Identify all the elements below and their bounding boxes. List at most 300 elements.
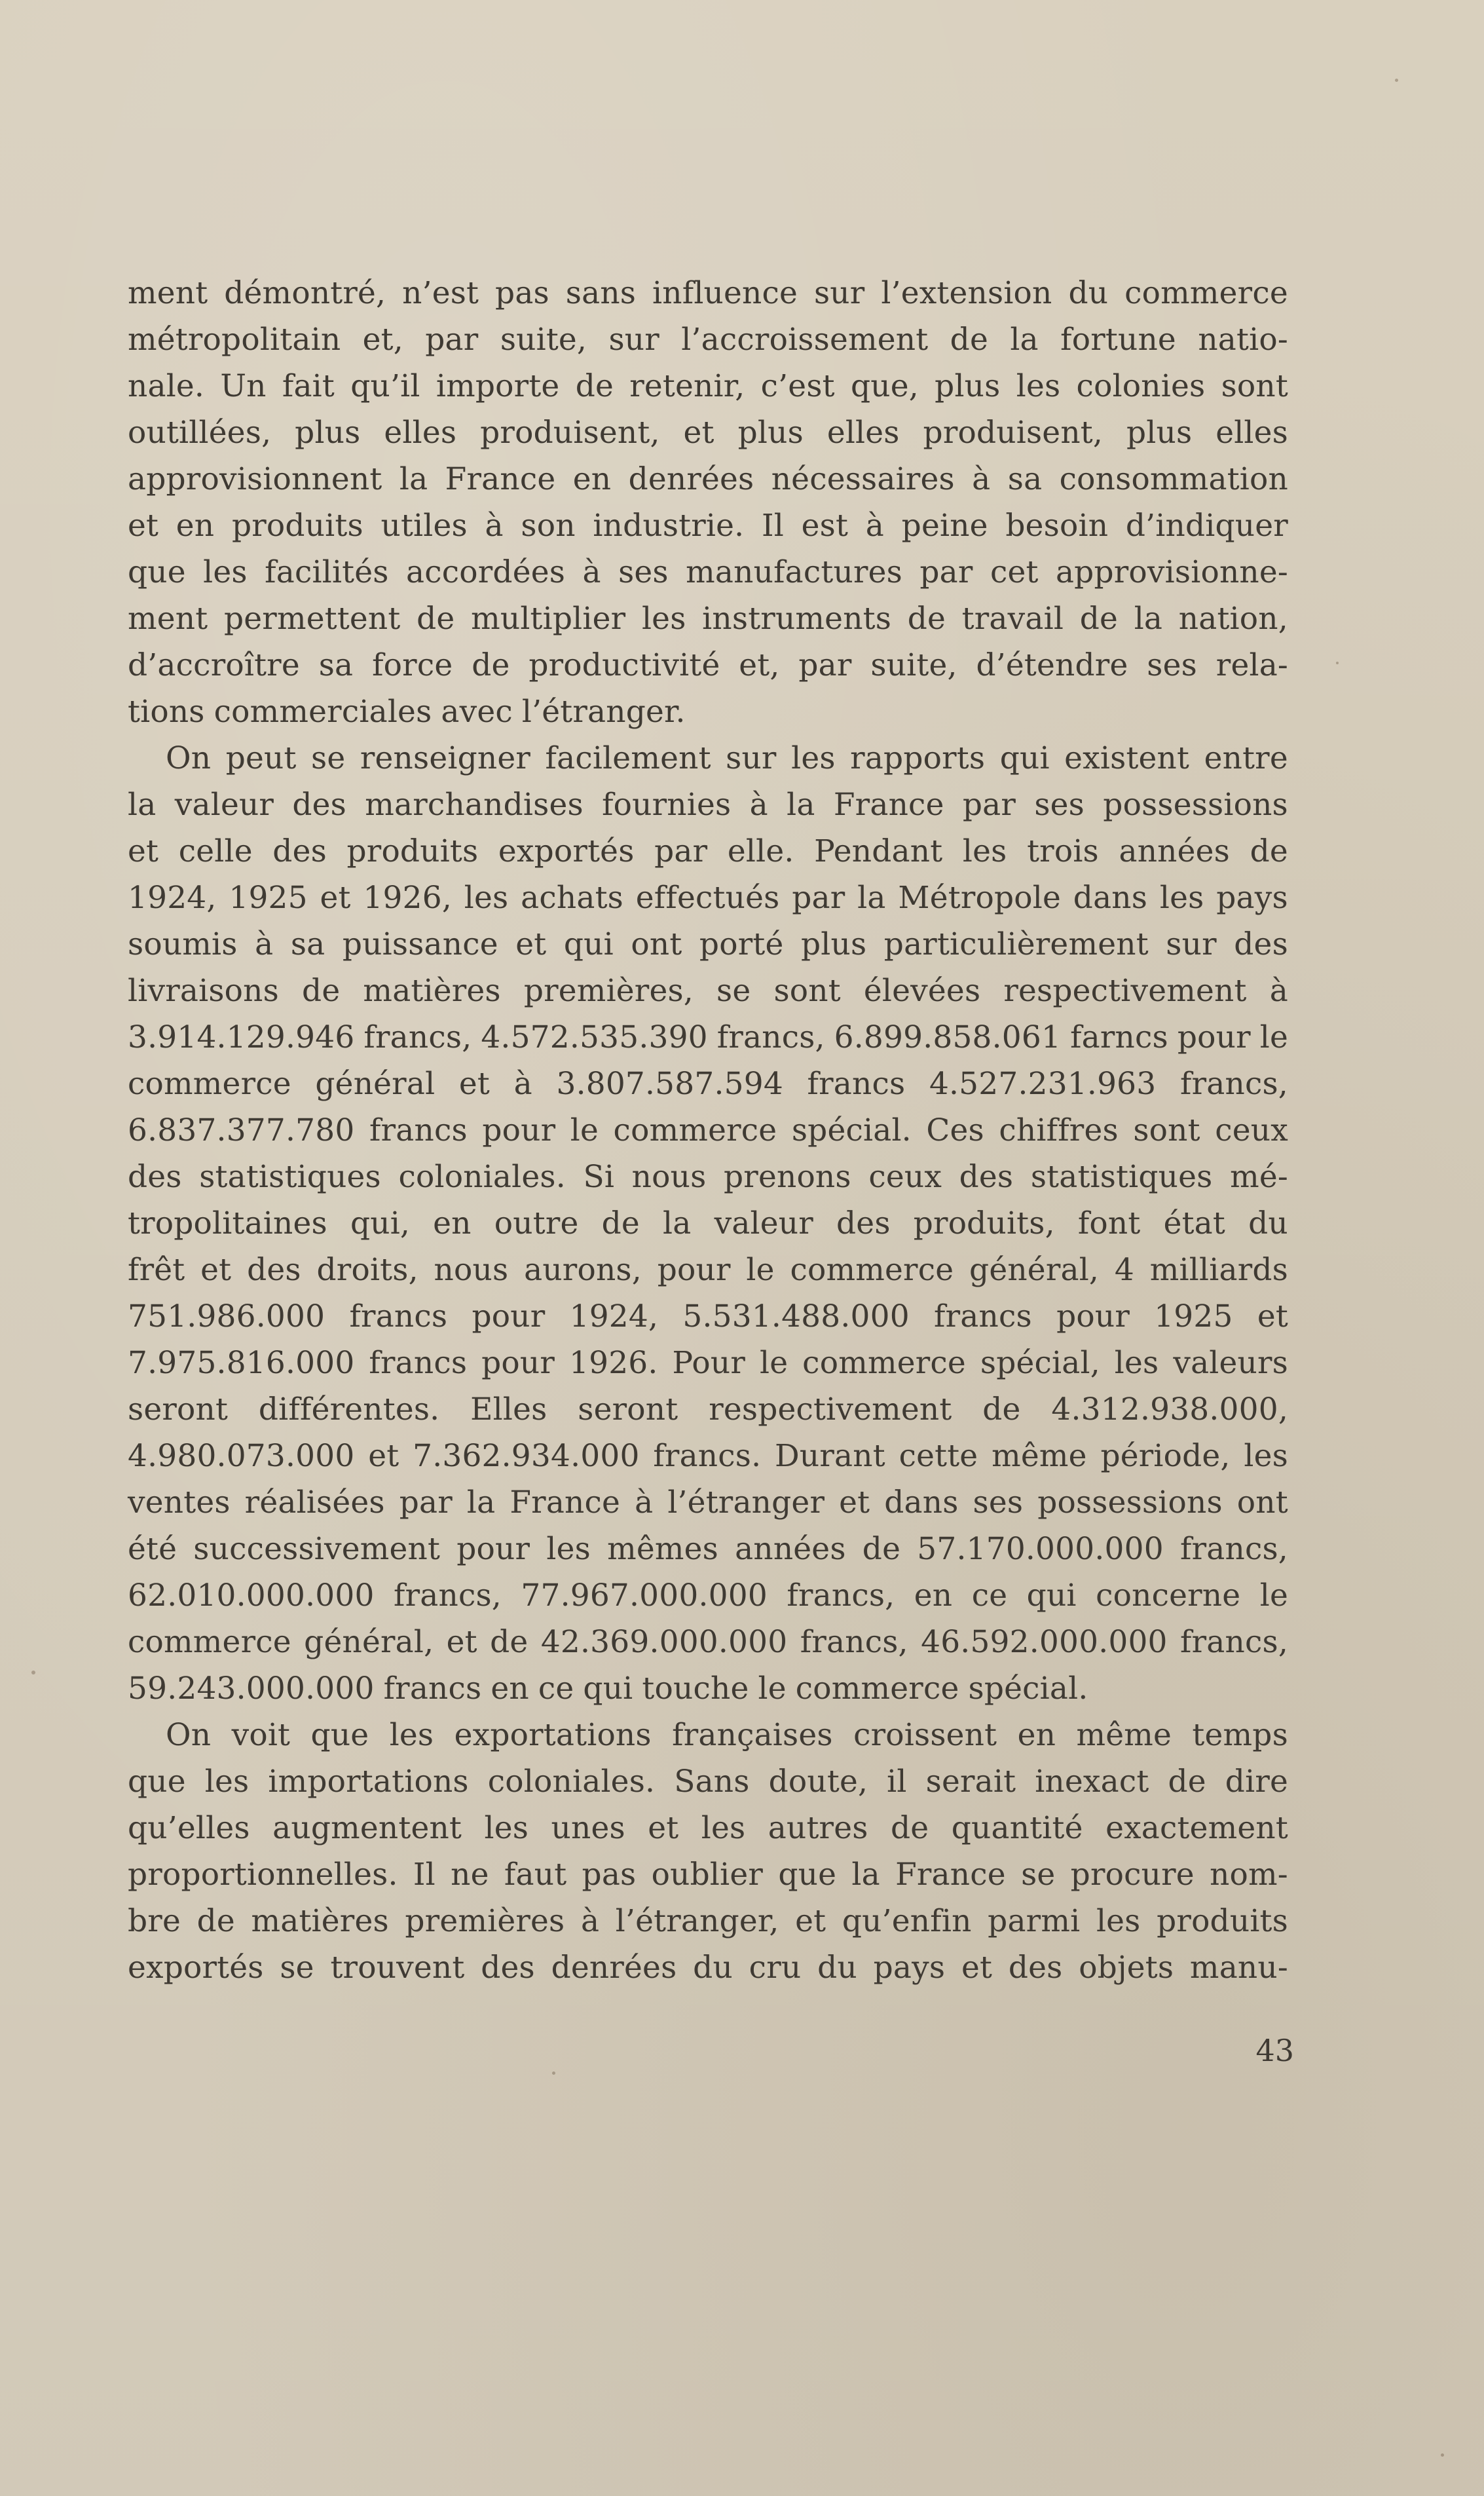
text-word: France: [895, 1857, 1006, 1893]
text-word: force: [372, 647, 453, 683]
text-word: 5.531.488.000: [682, 1298, 910, 1334]
text-word: 77.967.000.000: [521, 1578, 768, 1614]
text-word: francs,: [1179, 1531, 1288, 1567]
text-word: sont: [773, 973, 841, 1009]
text-word: que: [128, 1764, 186, 1800]
text-line: [128, 1107, 1288, 1154]
text-word: 1925: [229, 880, 308, 916]
text-word: et,: [739, 647, 780, 683]
text-word: procure: [1070, 1857, 1195, 1893]
text-word: et: [839, 1484, 870, 1521]
text-word: en: [176, 508, 215, 544]
text-word: de: [1168, 1764, 1206, 1800]
text-word: la: [857, 880, 886, 916]
text-word: général: [315, 1066, 436, 1102]
text-word: commerce: [128, 1624, 291, 1660]
text-word: facilement: [545, 740, 711, 776]
text-word: même: [1076, 1717, 1172, 1753]
text-word: n’est: [402, 275, 479, 311]
text-word: sa: [318, 647, 354, 683]
text-word: les: [1244, 1438, 1288, 1474]
text-word: qui: [583, 1671, 633, 1707]
text-word: utiles: [380, 508, 468, 544]
text-word: sans: [565, 275, 637, 311]
text-word: il: [887, 1764, 907, 1800]
text-word: 7.362.934.000: [413, 1438, 640, 1474]
text-word: importations: [268, 1764, 469, 1800]
text-word: 7.975.816.000: [128, 1345, 355, 1381]
text-word: outre: [494, 1205, 579, 1241]
text-line: [128, 735, 1288, 782]
text-word: On: [166, 740, 212, 776]
text-word: premières: [405, 1903, 565, 1939]
text-word: renseigner: [360, 740, 531, 776]
text-word: françaises: [672, 1717, 833, 1753]
text-word: pas: [582, 1857, 637, 1893]
text-word: de: [1250, 833, 1288, 869]
text-line: [128, 782, 1288, 828]
text-word: de: [601, 1205, 640, 1241]
text-word: francs,: [1180, 1066, 1288, 1102]
text-word: besoin: [1005, 508, 1109, 544]
text-word: qu’il: [350, 368, 420, 404]
text-line: [128, 1200, 1288, 1247]
text-word: Elles: [470, 1391, 547, 1428]
text-word: spécial.: [791, 1112, 912, 1148]
text-word: croissent: [853, 1717, 997, 1753]
text-word: la: [128, 787, 157, 823]
text-word: objets: [1079, 1950, 1174, 1986]
text-word: 1926,: [363, 880, 452, 916]
text-word: particulièrement: [883, 926, 1149, 962]
text-word: se: [716, 973, 751, 1009]
text-word: par: [792, 880, 845, 916]
text-word: de: [196, 1903, 235, 1939]
text-word: instruments: [702, 601, 892, 637]
text-word: francs,: [716, 1019, 825, 1055]
text-word: de: [302, 973, 341, 1009]
text-word: qui: [999, 740, 1050, 776]
text-word: nous: [631, 1159, 707, 1195]
text-word: coloniales.: [398, 1159, 566, 1195]
text-word: approvisionnent: [128, 461, 382, 497]
text-word: francs,: [800, 1624, 908, 1660]
text-word: nous: [434, 1252, 509, 1288]
text-word: et: [648, 1810, 679, 1846]
text-line: [128, 1247, 1288, 1293]
text-line: [128, 1898, 1288, 1944]
text-word: peut: [225, 740, 297, 776]
text-word: faut: [504, 1857, 567, 1893]
text-word: de: [490, 1624, 529, 1660]
text-line: [128, 270, 1288, 316]
text-line: [128, 1061, 1288, 1107]
text-word: ce: [538, 1671, 574, 1707]
text-word: et: [200, 1252, 232, 1288]
text-word: 4.980.073.000: [128, 1438, 355, 1474]
text-line: [128, 1712, 1288, 1758]
text-word: les: [962, 833, 1007, 869]
text-word: que,: [850, 368, 919, 404]
text-word: et: [368, 1438, 399, 1474]
text-word: le: [1259, 1019, 1288, 1055]
text-word: de: [907, 601, 946, 637]
text-word: On: [166, 1717, 212, 1753]
text-word: différentes.: [258, 1391, 440, 1428]
text-word: de: [950, 322, 988, 358]
text-word: plus: [800, 926, 867, 962]
text-word: exactement: [1105, 1810, 1288, 1846]
text-word: à: [582, 554, 601, 590]
text-line: [128, 596, 1288, 642]
text-word: la: [851, 1857, 880, 1893]
text-word: ce: [971, 1578, 1008, 1614]
text-line: [128, 1479, 1288, 1526]
text-word: et: [128, 833, 159, 869]
text-word: les: [1096, 1903, 1141, 1939]
text-word: les: [464, 880, 509, 916]
text-word: plus: [737, 415, 804, 451]
text-word: 1924,: [569, 1298, 659, 1334]
text-word: la: [663, 1205, 692, 1241]
text-word: et: [1257, 1298, 1288, 1334]
text-word: milliards: [1149, 1252, 1288, 1288]
text-word: sa: [1007, 461, 1043, 497]
text-word: trouvent: [330, 1950, 465, 1986]
text-word: commerce: [802, 1345, 966, 1381]
text-word: aurons,: [524, 1252, 642, 1288]
text-word: qu’enfin: [842, 1903, 972, 1939]
text-word: francs,: [363, 1019, 472, 1055]
text-word: l’étranger: [667, 1484, 825, 1521]
text-line: [128, 1293, 1288, 1340]
text-word: 1924,: [128, 880, 217, 916]
text-word: ses: [973, 1484, 1024, 1521]
text-line: [128, 1805, 1288, 1851]
text-word: en: [1017, 1717, 1056, 1753]
text-word: des: [247, 1252, 301, 1288]
text-word: mêmes: [607, 1531, 718, 1567]
text-word: à: [580, 1903, 600, 1939]
text-word: Sans: [674, 1764, 750, 1800]
text-word: qui: [563, 926, 614, 962]
text-word: se: [280, 1950, 314, 1986]
text-word: général,: [304, 1624, 434, 1660]
text-word: effectués: [635, 880, 780, 916]
text-word: exportés: [498, 833, 635, 869]
text-word: coloniales.: [487, 1764, 656, 1800]
text-word: des: [1008, 1950, 1063, 1986]
text-word: quantité: [951, 1810, 1083, 1846]
text-word: ses: [1147, 647, 1197, 683]
text-line: [128, 875, 1288, 921]
text-word: d’accroître: [128, 647, 300, 683]
text-word: produits: [231, 508, 363, 544]
text-word: possessions: [1103, 787, 1288, 823]
text-word: et: [128, 508, 159, 544]
text-word: ment: [128, 601, 208, 637]
text-word: 4.527.231.963: [929, 1066, 1157, 1102]
text-word: elles: [384, 415, 457, 451]
text-word: 3.914.129.946: [128, 1019, 355, 1055]
text-word: son: [521, 508, 576, 544]
text-word: à: [255, 926, 274, 962]
text-word: à: [513, 1066, 532, 1102]
text-word: que: [778, 1857, 837, 1893]
text-word: Pour: [672, 1345, 746, 1381]
text-word: industrie.: [593, 508, 745, 544]
text-word: valeur: [714, 1205, 813, 1241]
text-word: seront: [128, 1391, 229, 1428]
text-word: suite,: [500, 322, 587, 358]
text-word: commerce: [128, 1066, 291, 1102]
text-word: ses: [618, 554, 669, 590]
text-word: tions: [128, 694, 205, 730]
text-word: existent: [1064, 740, 1190, 776]
text-word: Un: [220, 368, 267, 404]
text-word: francs,: [787, 1578, 895, 1614]
text-word: livraisons: [128, 973, 279, 1009]
text-word: francs.: [653, 1438, 762, 1474]
text-word: à: [749, 787, 768, 823]
text-word: exportés: [128, 1950, 264, 1986]
text-word: des: [959, 1159, 1014, 1195]
text-word: unes: [551, 1810, 625, 1846]
text-word: matières: [363, 973, 501, 1009]
text-word: ment: [128, 275, 208, 311]
text-word: plus: [935, 368, 1001, 404]
text-word: période,: [1100, 1438, 1231, 1474]
text-word: trois: [1027, 833, 1099, 869]
text-word: francs: [934, 1298, 1032, 1334]
text-word: cru: [749, 1950, 802, 1986]
text-word: des: [836, 1205, 891, 1241]
text-word: sur: [608, 322, 659, 358]
text-word: démontré,: [224, 275, 386, 311]
text-word: denrées: [628, 461, 754, 497]
text-word: nom-: [1210, 1857, 1288, 1893]
text-word: de: [1079, 601, 1119, 637]
text-word: les: [1114, 1345, 1159, 1381]
text-word: 1925: [1154, 1298, 1233, 1334]
text-word: ont: [631, 926, 682, 962]
text-word: en: [572, 461, 612, 497]
text-word: accordées: [406, 554, 566, 590]
text-word: 4: [1114, 1252, 1134, 1288]
text-line: [128, 1944, 1288, 1991]
text-word: France: [510, 1484, 621, 1521]
text-word: l’accroissement: [681, 322, 929, 358]
text-word: outillées,: [128, 415, 272, 451]
text-word: que: [128, 554, 186, 590]
paper-speck: [31, 1671, 35, 1674]
text-word: bre: [128, 1903, 181, 1939]
text-word: sur: [726, 740, 777, 776]
text-word: et: [446, 1624, 477, 1660]
text-word: les: [1159, 880, 1204, 916]
text-word: entre: [1204, 740, 1288, 776]
text-word: respectivement: [1003, 973, 1247, 1009]
text-word: sont: [1133, 1112, 1200, 1148]
text-word: rapports: [850, 740, 986, 776]
text-word: frêt: [128, 1252, 185, 1288]
text-word: multiplier: [471, 601, 626, 637]
text-word: concerne: [1096, 1578, 1241, 1614]
text-word: mé-: [1230, 1159, 1288, 1195]
text-word: tropolitaines: [128, 1205, 327, 1241]
text-word: manufactures: [686, 554, 902, 590]
text-word: du: [817, 1950, 857, 1986]
text-word: et: [683, 415, 714, 451]
text-word: réalisées: [244, 1484, 385, 1521]
text-word: plus: [295, 415, 361, 451]
text-word: respectivement: [709, 1391, 952, 1428]
text-word: par: [425, 322, 479, 358]
text-word: fortune: [1060, 322, 1176, 358]
text-word: sont: [1221, 368, 1288, 404]
text-line: [128, 1526, 1288, 1572]
text-word: par: [399, 1484, 453, 1521]
text-word: elles: [1215, 415, 1288, 451]
text-word: 46.592.000.000: [921, 1624, 1168, 1660]
text-word: du: [1068, 275, 1109, 311]
text-word: d’indiquer: [1125, 508, 1288, 544]
text-word: années: [1119, 833, 1230, 869]
text-word: matières: [251, 1903, 389, 1939]
text-word: pour: [657, 1252, 731, 1288]
text-word: de: [575, 368, 614, 404]
text-line: [128, 689, 1288, 735]
text-word: fait: [282, 368, 335, 404]
text-word: autres: [768, 1810, 868, 1846]
text-word: sur: [1166, 926, 1217, 962]
text-line: [128, 316, 1288, 363]
text-word: pour: [1177, 1019, 1251, 1055]
text-word: influence: [652, 275, 798, 311]
text-word: augmentent: [272, 1810, 462, 1846]
text-word: serait: [925, 1764, 1016, 1800]
text-word: 751.986.000: [128, 1298, 325, 1334]
text-word: successivement: [193, 1531, 441, 1567]
text-word: dans: [884, 1484, 959, 1521]
text-word: Ces: [926, 1112, 984, 1148]
text-word: farncs: [1070, 1019, 1168, 1055]
text-word: valeur: [174, 787, 274, 823]
text-word: nale.: [128, 368, 205, 404]
text-word: été: [128, 1531, 177, 1567]
text-word: spécial.: [968, 1671, 1088, 1707]
text-word: productivité: [529, 647, 720, 683]
text-word: seront: [578, 1391, 678, 1428]
text-word: francs: [369, 1345, 468, 1381]
text-word: nation,: [1178, 601, 1288, 637]
text-line: [128, 549, 1288, 596]
text-word: produisent,: [480, 415, 660, 451]
text-word: les: [484, 1810, 529, 1846]
paper-speck: [1441, 2453, 1444, 2457]
text-word: importe: [436, 368, 560, 404]
text-word: est: [801, 508, 849, 544]
text-word: à: [1269, 973, 1288, 1009]
text-word: plus: [1126, 415, 1193, 451]
text-word: cet: [990, 554, 1039, 590]
text-word: ceux: [1215, 1112, 1288, 1148]
text-word: touche: [642, 1671, 749, 1707]
text-word: Durant: [775, 1438, 885, 1474]
text-word: francs,: [1180, 1624, 1288, 1660]
text-word: à: [485, 508, 504, 544]
text-word: 42.369.000.000: [540, 1624, 788, 1660]
text-word: les: [641, 601, 686, 637]
body-text: [128, 270, 1288, 1991]
text-word: commerce: [613, 1112, 777, 1148]
text-word: colonies: [1076, 368, 1206, 404]
text-word: l’étranger,: [615, 1903, 779, 1939]
text-word: France: [445, 461, 556, 497]
text-word: de: [417, 601, 455, 637]
text-word: en: [491, 1671, 529, 1707]
text-word: la: [1134, 601, 1163, 637]
text-word: cette: [899, 1438, 978, 1474]
text-word: à: [972, 461, 991, 497]
text-word: du: [693, 1950, 733, 1986]
text-word: d’étendre: [976, 647, 1128, 683]
text-word: que: [310, 1717, 369, 1753]
text-word: le: [570, 1112, 599, 1148]
text-word: pas: [495, 275, 549, 311]
text-word: le: [758, 1671, 787, 1707]
text-word: pour: [481, 1345, 555, 1381]
text-word: oublier: [651, 1857, 764, 1893]
text-word: qui: [1026, 1578, 1077, 1614]
text-word: statistiques: [1030, 1159, 1213, 1195]
text-word: fournies: [602, 787, 732, 823]
text-word: dire: [1225, 1764, 1288, 1800]
text-word: qu’elles: [128, 1810, 250, 1846]
text-word: suite,: [870, 647, 957, 683]
text-word: la: [466, 1484, 496, 1521]
text-word: francs,: [394, 1578, 502, 1614]
text-word: pour: [1056, 1298, 1130, 1334]
text-word: premières,: [523, 973, 694, 1009]
text-word: de: [472, 647, 510, 683]
text-word: ont: [1236, 1484, 1288, 1521]
text-word: avec: [441, 694, 513, 730]
text-word: et: [961, 1950, 993, 1986]
text-word: manu-: [1189, 1950, 1288, 1986]
text-line: [128, 1386, 1288, 1433]
text-word: même: [992, 1438, 1087, 1474]
text-word: par: [919, 554, 973, 590]
text-word: retenir,: [629, 368, 745, 404]
text-word: spécial,: [980, 1345, 1100, 1381]
text-word: francs: [369, 1112, 468, 1148]
text-word: valeurs: [1173, 1345, 1288, 1381]
text-word: les: [701, 1810, 746, 1846]
text-line: [128, 409, 1288, 456]
text-word: de: [891, 1810, 929, 1846]
text-word: francs: [383, 1671, 482, 1707]
text-word: de: [982, 1391, 1021, 1428]
text-word: parmi: [988, 1903, 1081, 1939]
text-line: [128, 1572, 1288, 1619]
text-word: produisent,: [923, 415, 1104, 451]
text-line: [128, 1154, 1288, 1200]
text-word: pour: [456, 1531, 530, 1567]
text-word: celle: [178, 833, 253, 869]
text-word: 6.837.377.780: [128, 1112, 355, 1148]
text-word: état: [1163, 1205, 1225, 1241]
